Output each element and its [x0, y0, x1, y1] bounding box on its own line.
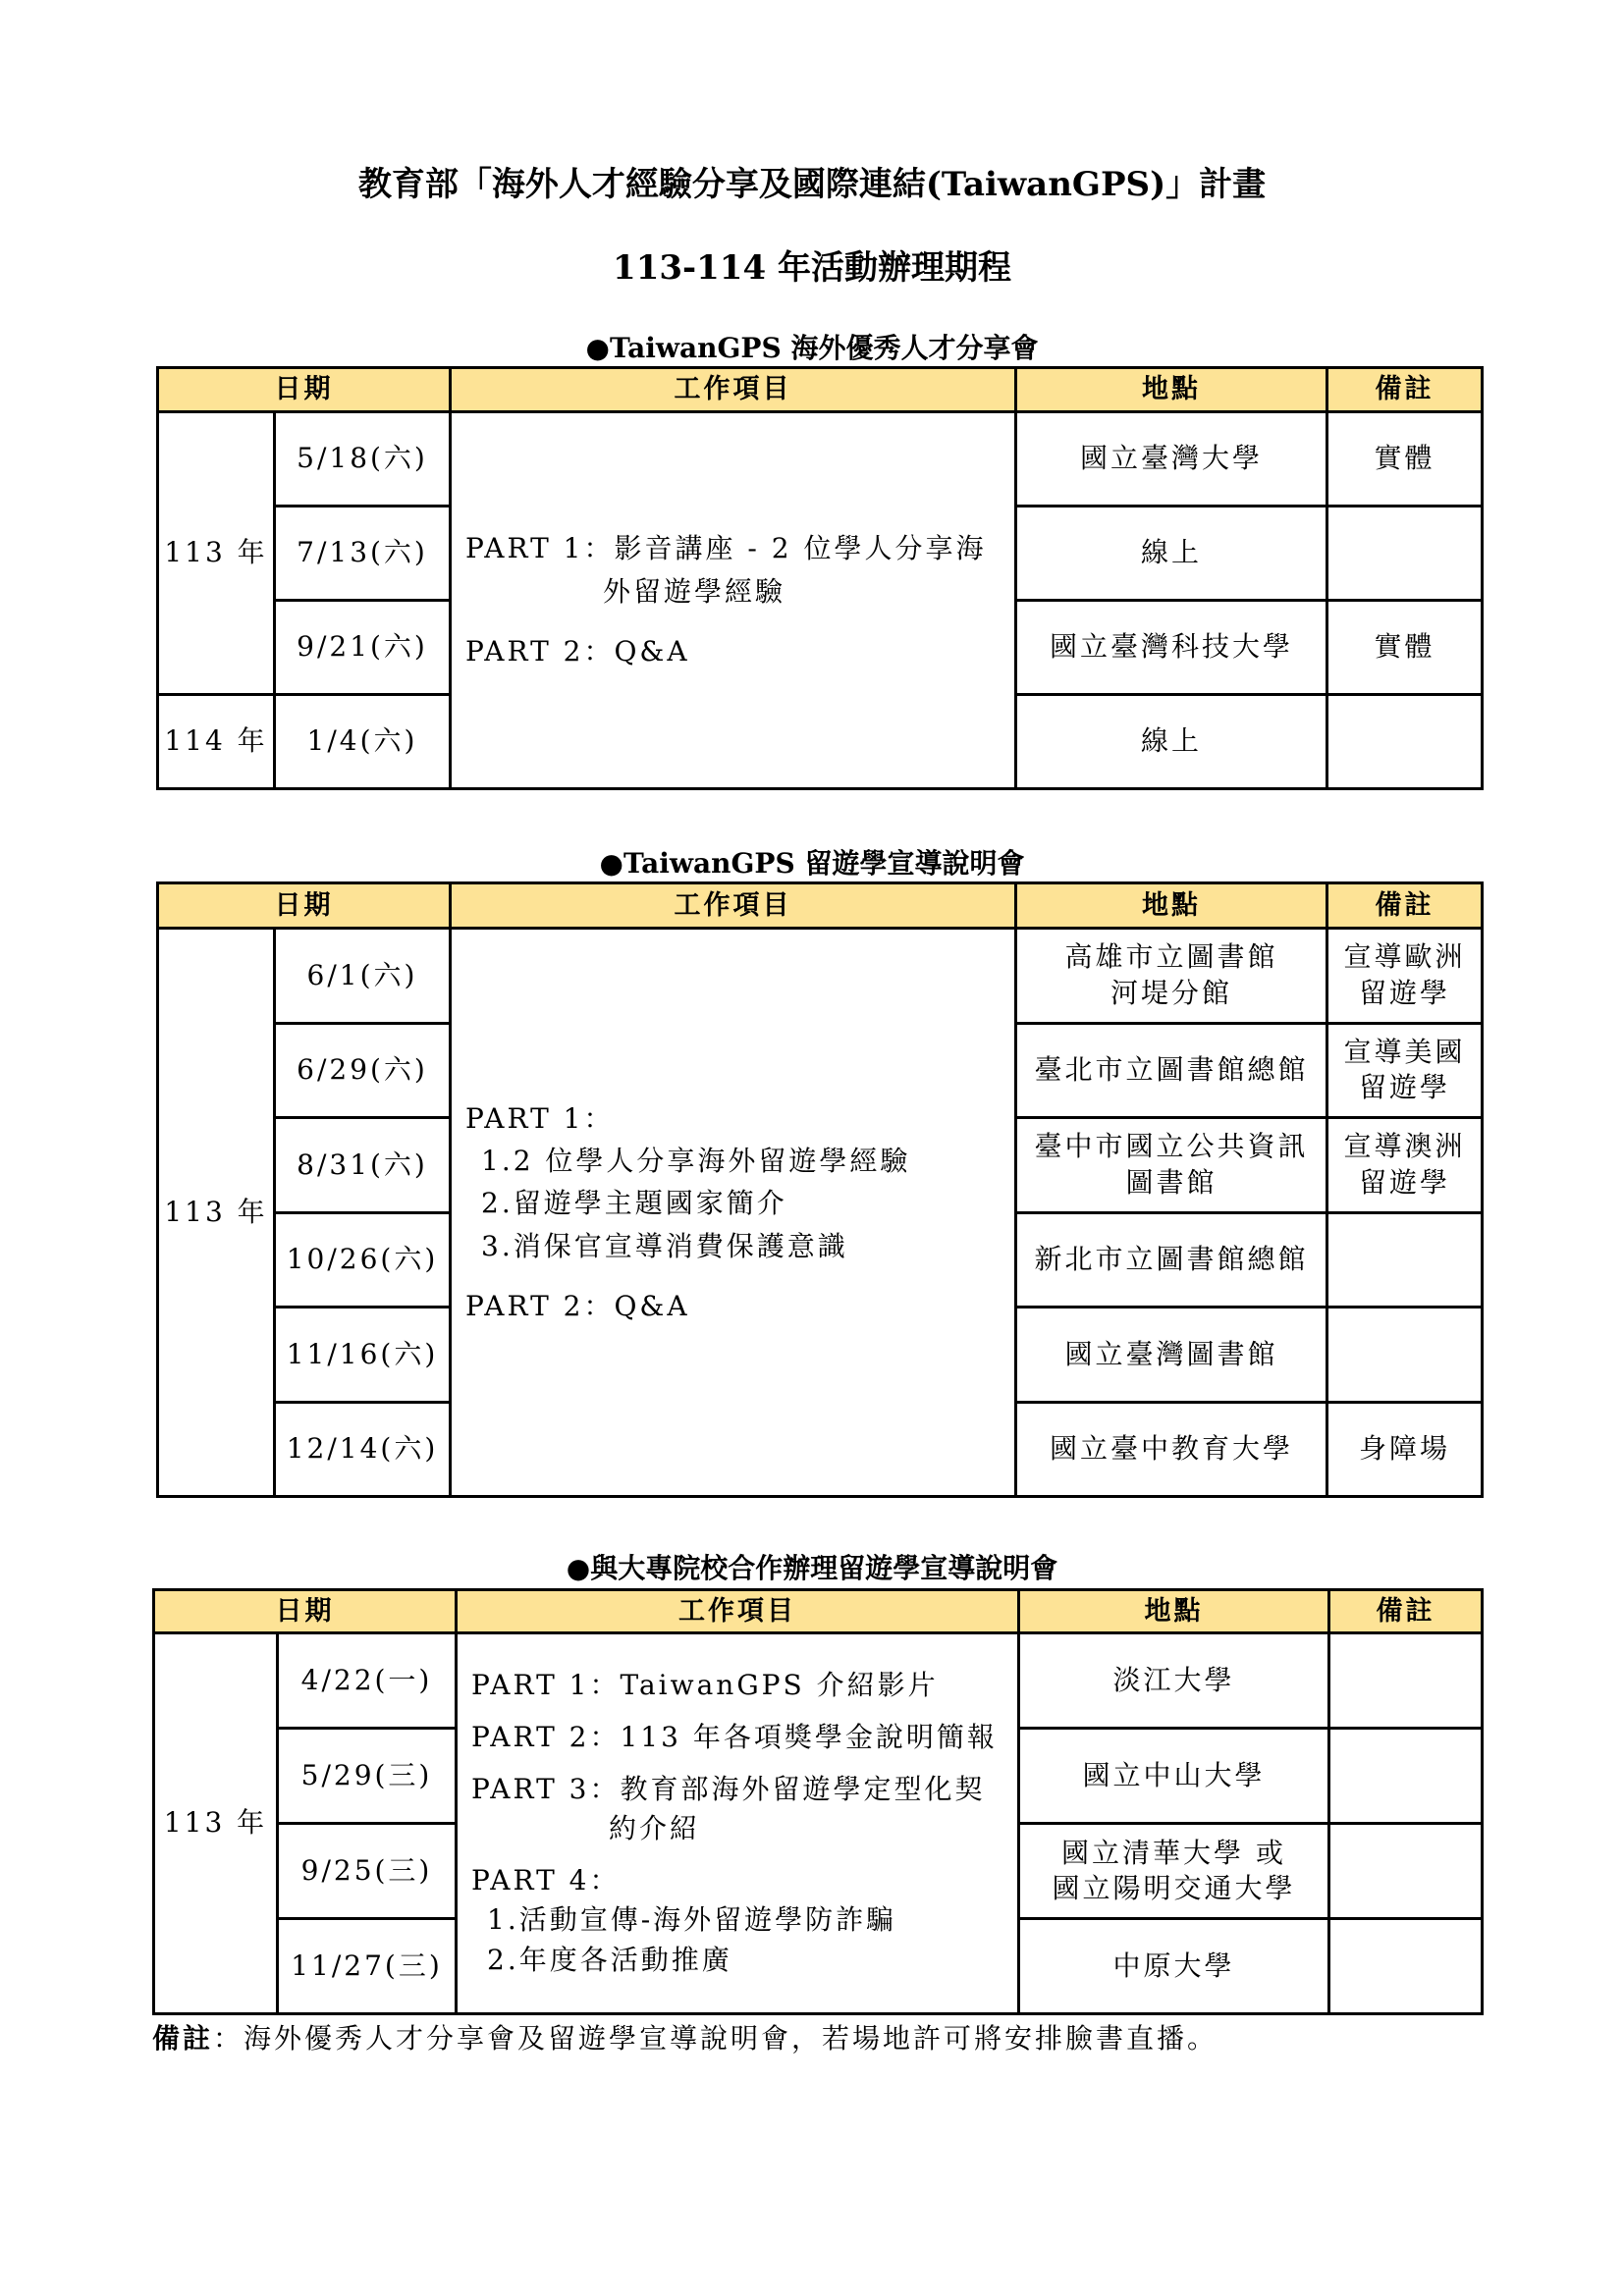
header-place: 地點	[1019, 1590, 1329, 1633]
remark-line: 宣導澳洲	[1343, 1130, 1466, 1163]
footnote-label: 備註	[152, 2022, 214, 2055]
document-subtitle: 113-114 年活動辦理期程	[613, 248, 1011, 288]
header-task: 工作項目	[451, 883, 1016, 929]
header-date: 日期	[158, 368, 451, 412]
place-line: 新北市立圖書館總館	[1034, 1243, 1309, 1276]
place-cell	[1019, 1919, 1329, 2014]
year-cell: 113 年	[154, 1633, 278, 2014]
date-cell: 7/13(六)	[275, 507, 451, 601]
task-part1: PART 1：TaiwanGPS 介紹影片	[471, 1669, 939, 1702]
remark-line: 留遊學	[1358, 976, 1450, 1009]
header-date: 日期	[154, 1590, 457, 1633]
remark-cell	[1327, 1402, 1483, 1497]
header-place: 地點	[1016, 883, 1327, 929]
header-task: 工作項目	[457, 1590, 1019, 1633]
place-cell	[1016, 1212, 1327, 1308]
remark-cell: 實體	[1327, 601, 1483, 695]
task-item: 2.留遊學主題國家簡介	[481, 1187, 787, 1220]
remark-line: 身障場	[1358, 1432, 1450, 1466]
remark-cell	[1327, 1308, 1483, 1403]
place-cell	[1016, 1023, 1327, 1118]
place-cell	[1019, 1729, 1329, 1824]
task-cell	[457, 1633, 1019, 2014]
place-cell: 線上	[1016, 507, 1327, 601]
footnote-text: ：海外優秀人才分享會及留遊學宣導說明會，若場地許可將安排臉書直播。	[213, 2022, 1218, 2055]
task-item: 2.年度各活動推廣	[487, 1943, 732, 1976]
talent-sharing-schedule-table	[156, 366, 1484, 790]
task-part2: PART 2：113 年各項獎學金說明簡報	[471, 1721, 998, 1754]
remark-cell	[1327, 507, 1483, 601]
place-cell: 國立臺灣科技大學	[1016, 601, 1327, 695]
place-line: 國立臺中教育大學	[1049, 1432, 1293, 1466]
remark-cell	[1329, 1729, 1483, 1824]
date-cell: 10/26(六)	[275, 1212, 451, 1308]
task-item: 1.2 位學人分享海外留遊學經驗	[481, 1144, 911, 1177]
date-cell: 6/1(六)	[275, 929, 451, 1024]
remark-line: 宣導美國	[1343, 1035, 1466, 1068]
task-part1-cont: 外留遊學經驗	[603, 574, 786, 608]
section-title-university-cooperation: ●與大專院校合作辦理留遊學宣導說明會	[566, 1552, 1058, 1584]
place-cell	[1016, 1118, 1327, 1213]
remark-cell	[1329, 1633, 1483, 1729]
place-cell: 國立臺灣大學	[1016, 412, 1327, 507]
task-part2: PART 2：Q&A	[465, 1290, 690, 1323]
task-part4: PART 4：	[471, 1863, 621, 1896]
document-title: 教育部「海外人才經驗分享及國際連結(TaiwanGPS)」計畫	[357, 165, 1267, 204]
table-row	[154, 1633, 1483, 1729]
table-header-row	[158, 368, 1483, 412]
remark-line: 留遊學	[1358, 1165, 1450, 1199]
header-remark: 備註	[1329, 1590, 1483, 1633]
task-part3-cont: 約介紹	[609, 1812, 701, 1845]
university-cooperation-schedule-table	[152, 1588, 1484, 2015]
remark-cell	[1329, 1824, 1483, 1919]
place-line: 國立中山大學	[1082, 1758, 1266, 1791]
place-line: 中原大學	[1112, 1949, 1235, 1982]
place-line: 圖書館	[1125, 1165, 1218, 1199]
place-cell	[1019, 1633, 1329, 1729]
place-line: 國立清華大學 或	[1061, 1836, 1286, 1869]
date-cell: 9/21(六)	[275, 601, 451, 695]
header-remark: 備註	[1327, 883, 1483, 929]
date-cell: 5/29(三)	[278, 1729, 457, 1824]
date-cell: 11/16(六)	[275, 1308, 451, 1403]
task-part2: PART 2：Q&A	[465, 635, 690, 668]
place-line: 國立陽明交通大學	[1052, 1872, 1296, 1904]
remark-cell	[1327, 929, 1483, 1024]
task-item: 1.活動宣傳-海外留遊學防詐騙	[487, 1903, 897, 1937]
place-cell: 線上	[1016, 695, 1327, 789]
task-cell	[451, 412, 1016, 789]
date-cell: 1/4(六)	[275, 695, 451, 789]
remark-line: 宣導歐洲	[1343, 940, 1466, 974]
remark-line: 留遊學	[1358, 1071, 1450, 1104]
date-cell: 11/27(三)	[278, 1919, 457, 2014]
task-item: 3.消保官宣導消費保護意識	[481, 1229, 848, 1262]
remark-cell	[1327, 1212, 1483, 1308]
table-header-row	[158, 883, 1483, 929]
table-row	[158, 929, 1483, 1024]
remark-cell	[1327, 695, 1483, 789]
study-abroad-schedule-table	[156, 881, 1484, 1498]
year-cell: 114 年	[158, 695, 275, 789]
date-cell: 12/14(六)	[275, 1402, 451, 1497]
year-cell: 113 年	[158, 929, 275, 1497]
place-line: 河堤分館	[1110, 976, 1232, 1009]
remark-cell: 實體	[1327, 412, 1483, 507]
remark-cell	[1327, 1118, 1483, 1213]
task-part3: PART 3：教育部海外留遊學定型化契	[471, 1772, 986, 1805]
section-title-talent-sharing: ●TaiwanGPS 海外優秀人才分享會	[585, 332, 1039, 364]
date-cell: 6/29(六)	[275, 1023, 451, 1118]
table-row	[158, 412, 1483, 507]
table-header-row	[154, 1590, 1483, 1633]
date-cell: 5/18(六)	[275, 412, 451, 507]
date-cell: 9/25(三)	[278, 1824, 457, 1919]
place-cell	[1019, 1824, 1329, 1919]
date-cell: 8/31(六)	[275, 1118, 451, 1213]
place-cell	[1016, 1308, 1327, 1403]
header-date: 日期	[158, 883, 451, 929]
header-place: 地點	[1016, 368, 1327, 412]
year-cell: 113 年	[158, 412, 275, 695]
place-line: 臺中市國立公共資訊	[1034, 1130, 1309, 1163]
header-task: 工作項目	[451, 368, 1016, 412]
footnote	[152, 2017, 1218, 2056]
date-cell: 4/22(一)	[278, 1633, 457, 1729]
header-remark: 備註	[1327, 368, 1483, 412]
remark-cell	[1329, 1919, 1483, 2014]
place-line: 臺北市立圖書館總館	[1034, 1053, 1309, 1087]
task-cell	[451, 929, 1016, 1497]
place-line: 國立臺灣圖書館	[1064, 1337, 1278, 1370]
task-part1: PART 1：	[465, 1101, 615, 1135]
remark-cell	[1327, 1023, 1483, 1118]
place-cell	[1016, 929, 1327, 1024]
task-part1: PART 1：影音講座 - 2 位學人分享海	[465, 532, 987, 565]
section-title-study-abroad: ●TaiwanGPS 留遊學宣導說明會	[599, 847, 1025, 880]
place-line: 淡江大學	[1112, 1663, 1235, 1696]
place-line: 高雄市立圖書館	[1064, 940, 1278, 974]
place-cell	[1016, 1402, 1327, 1497]
